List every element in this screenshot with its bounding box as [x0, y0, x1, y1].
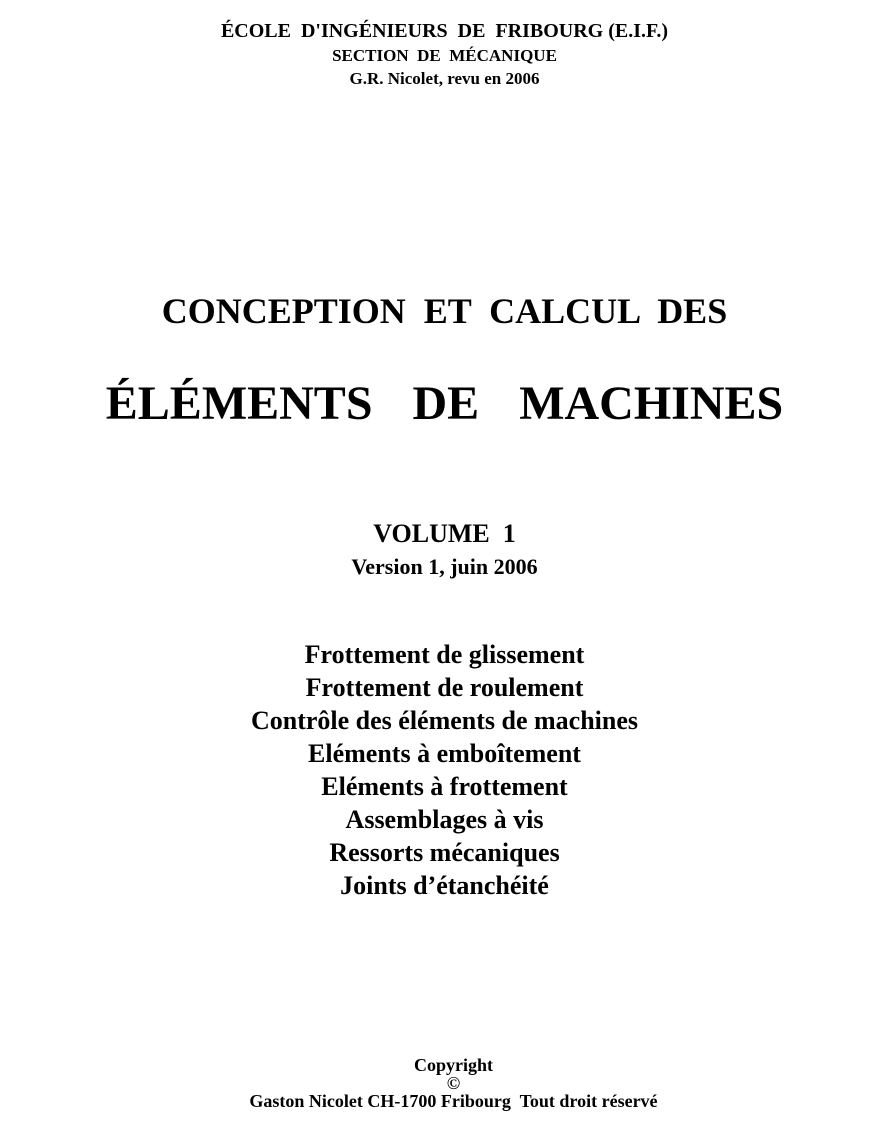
school-name: ÉCOLE D'INGÉNIEURS DE FRIBOURG (E.I.F.)	[220, 20, 669, 42]
title-line-1: CONCEPTION ET CALCUL DES	[161, 291, 728, 331]
copyright-line	[0, 1038, 889, 1128]
contents-item: Eléments à emboîtement	[308, 739, 581, 768]
contents-item: Ressorts mécaniques	[329, 838, 560, 867]
volume-label: VOLUME 1	[373, 519, 516, 548]
contents-item: Assemblages à vis	[345, 805, 544, 834]
contents-item: Contrôle des éléments de machines	[250, 706, 639, 735]
author-revision: G.R. Nicolet, revu en 2006	[349, 69, 540, 88]
copyright-text: Gaston Nicolet CH-1700 Fribourg Tout droit réservé	[249, 1091, 658, 1111]
section-name: SECTION DE MÉCANIQUE	[332, 46, 557, 65]
version-label: Version 1, juin 2006	[351, 554, 538, 579]
copyright-icon: ©	[446, 1073, 461, 1093]
contents-item: Frottement de roulement	[305, 673, 584, 702]
contents-item: Frottement de glissement	[304, 640, 585, 669]
title-line-2: ÉLÉMENTS DE MACHINES	[105, 377, 784, 430]
contents-item: Joints d’étanchéité	[340, 871, 549, 900]
contents-item: Eléments à frottement	[321, 772, 568, 801]
copyright-label: Copyright	[413, 1055, 493, 1075]
